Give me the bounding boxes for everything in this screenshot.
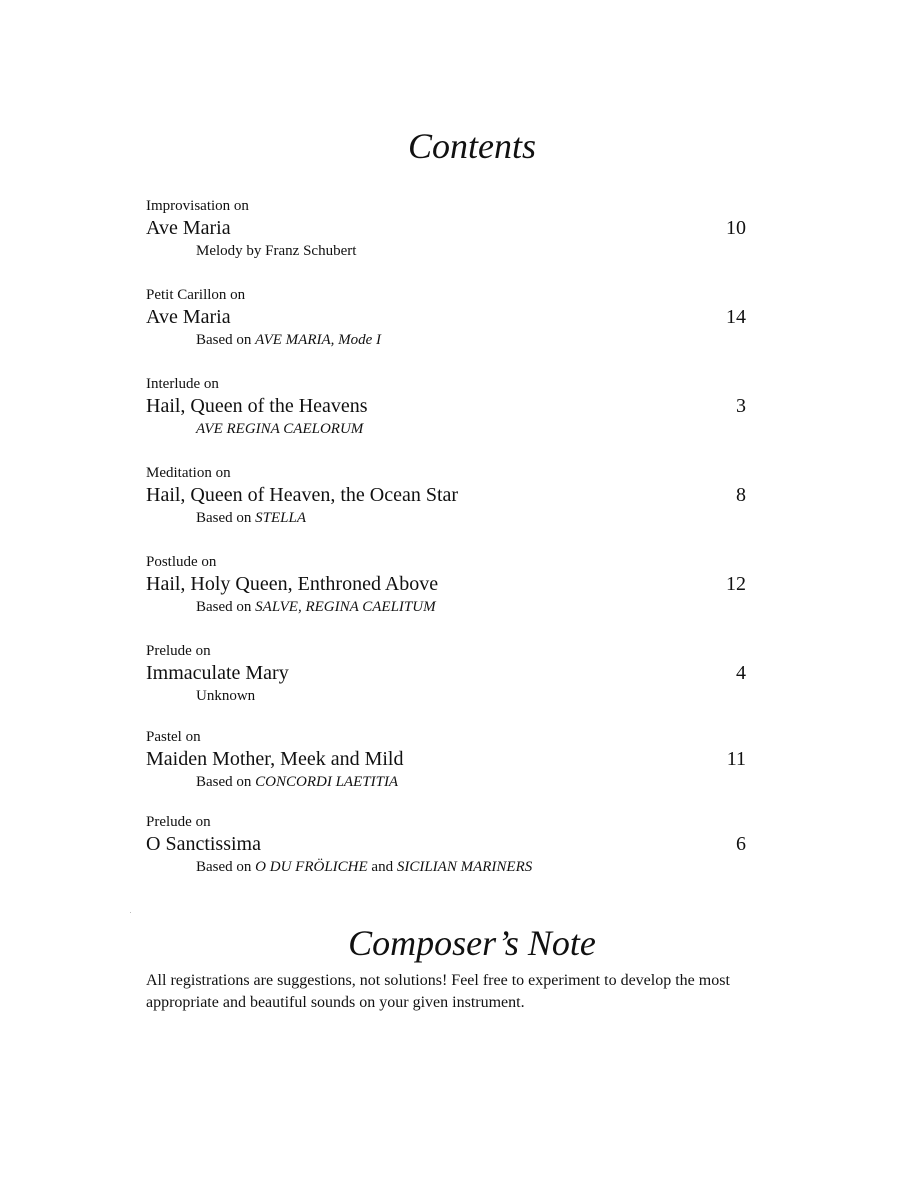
entry-title: Ave Maria <box>146 306 231 328</box>
entry-source: Based on STELLA <box>196 510 307 526</box>
entry-page-number: 11 <box>726 748 746 770</box>
entry-form: Prelude on <box>146 814 211 830</box>
entry-page-number: 3 <box>736 395 746 417</box>
composers-note-text: All registrations are suggestions, not solutions! Feel free to experiment to develop the most appropriate and beautiful sounds on your given instrument. <box>146 972 730 1011</box>
entry-title: Hail, Queen of the Heavens <box>146 395 368 417</box>
scan-speck <box>130 912 131 913</box>
entry-source: Based on SALVE, REGINA CAELITUM <box>196 599 436 615</box>
contents-entry <box>146 727 746 812</box>
entry-form: Postlude on <box>146 554 217 570</box>
entry-page-number: 10 <box>726 217 746 239</box>
entry-page-number: 12 <box>726 573 746 595</box>
entry-title: O Sanctissima <box>146 833 261 855</box>
entry-title: Hail, Queen of Heaven, the Ocean Star <box>146 484 459 506</box>
entry-source: Based on O DU FRÖLICHE and SICILIAN MARINERS <box>196 859 533 875</box>
contents-entry <box>146 463 746 552</box>
entry-form: Prelude on <box>146 643 211 659</box>
entry-title: Hail, Holy Queen, Enthroned Above <box>146 573 439 595</box>
entry-form: Interlude on <box>146 376 219 392</box>
entry-title: Ave Maria <box>146 217 231 239</box>
entry-page-number: 4 <box>736 662 746 684</box>
contents-list <box>146 196 746 898</box>
entry-source: Based on CONCORDI LAETITIA <box>196 774 399 790</box>
entry-title: Maiden Mother, Meek and Mild <box>146 748 404 770</box>
contents-entry <box>146 552 746 641</box>
entry-source: Based on AVE MARIA, Mode I <box>196 332 382 348</box>
entry-form: Improvisation on <box>146 198 249 214</box>
contents-entry <box>146 285 746 374</box>
entry-form: Meditation on <box>146 465 231 481</box>
composers-note-heading: Composer’s Note <box>348 923 596 963</box>
entry-form: Petit Carillon on <box>146 287 246 303</box>
page-title: Contents <box>407 126 536 166</box>
entry-form: Pastel on <box>146 729 201 745</box>
contents-entry <box>146 196 746 285</box>
entry-source: Melody by Franz Schubert <box>196 243 357 259</box>
entry-source: Unknown <box>196 688 256 704</box>
entry-page-number: 6 <box>736 833 746 855</box>
entry-title: Immaculate Mary <box>146 662 289 684</box>
entry-page-number: 8 <box>736 484 746 506</box>
contents-entry <box>146 374 746 463</box>
contents-entry <box>146 812 746 898</box>
entry-page-number: 14 <box>726 306 746 328</box>
contents-entry <box>146 641 746 727</box>
entry-source: AVE REGINA CAELORUM <box>196 421 364 437</box>
